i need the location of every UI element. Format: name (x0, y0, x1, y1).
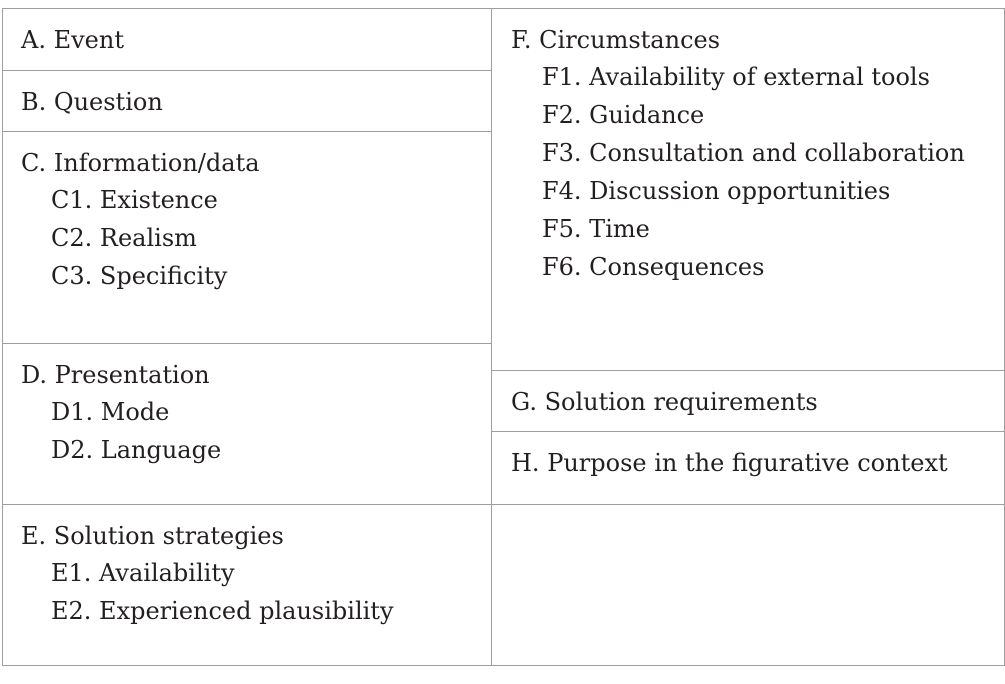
category-a-label: A. Event (21, 26, 124, 54)
category-e-label: E. Solution strategies (21, 522, 284, 550)
category-h-label: H. Purpose in the figurative context (511, 449, 948, 477)
category-cell-f (492, 9, 1004, 371)
category-cell-g (492, 371, 1004, 432)
subcategory-e1: E1. Availability (51, 559, 235, 587)
category-c-label: C. Information/data (21, 149, 260, 177)
subcategory-f1: F1. Availability of external tools (542, 63, 930, 91)
category-cell-a (3, 9, 492, 71)
category-cell-e (3, 505, 492, 665)
subcategory-f3: F3. Consultation and collaboration (542, 139, 965, 167)
category-cell-h (492, 432, 1004, 505)
category-d-label: D. Presentation (21, 361, 210, 389)
category-table (0, 8, 1005, 666)
subcategory-c3: C3. Specificity (51, 262, 228, 290)
empty-cell (492, 505, 1004, 665)
category-cell-b (3, 71, 492, 132)
subcategory-d2: D2. Language (51, 436, 222, 464)
right-column (491, 8, 1005, 666)
subcategory-c2: C2. Realism (51, 224, 197, 252)
left-column (2, 8, 492, 666)
subcategory-f6: F6. Consequences (542, 253, 765, 281)
subcategory-e2: E2. Experienced plausibility (51, 597, 394, 625)
category-b-label: B. Question (21, 88, 163, 116)
subcategory-f5: F5. Time (542, 215, 650, 243)
subcategory-f2: F2. Guidance (542, 101, 705, 129)
subcategory-c1: C1. Existence (51, 186, 218, 214)
subcategory-d1: D1. Mode (51, 398, 170, 426)
category-f-label: F. Circumstances (511, 26, 721, 54)
subcategory-f4: F4. Discussion opportunities (542, 177, 891, 205)
category-cell-c (3, 132, 492, 344)
category-g-label: G. Solution requirements (511, 388, 818, 416)
category-cell-d (3, 344, 492, 505)
